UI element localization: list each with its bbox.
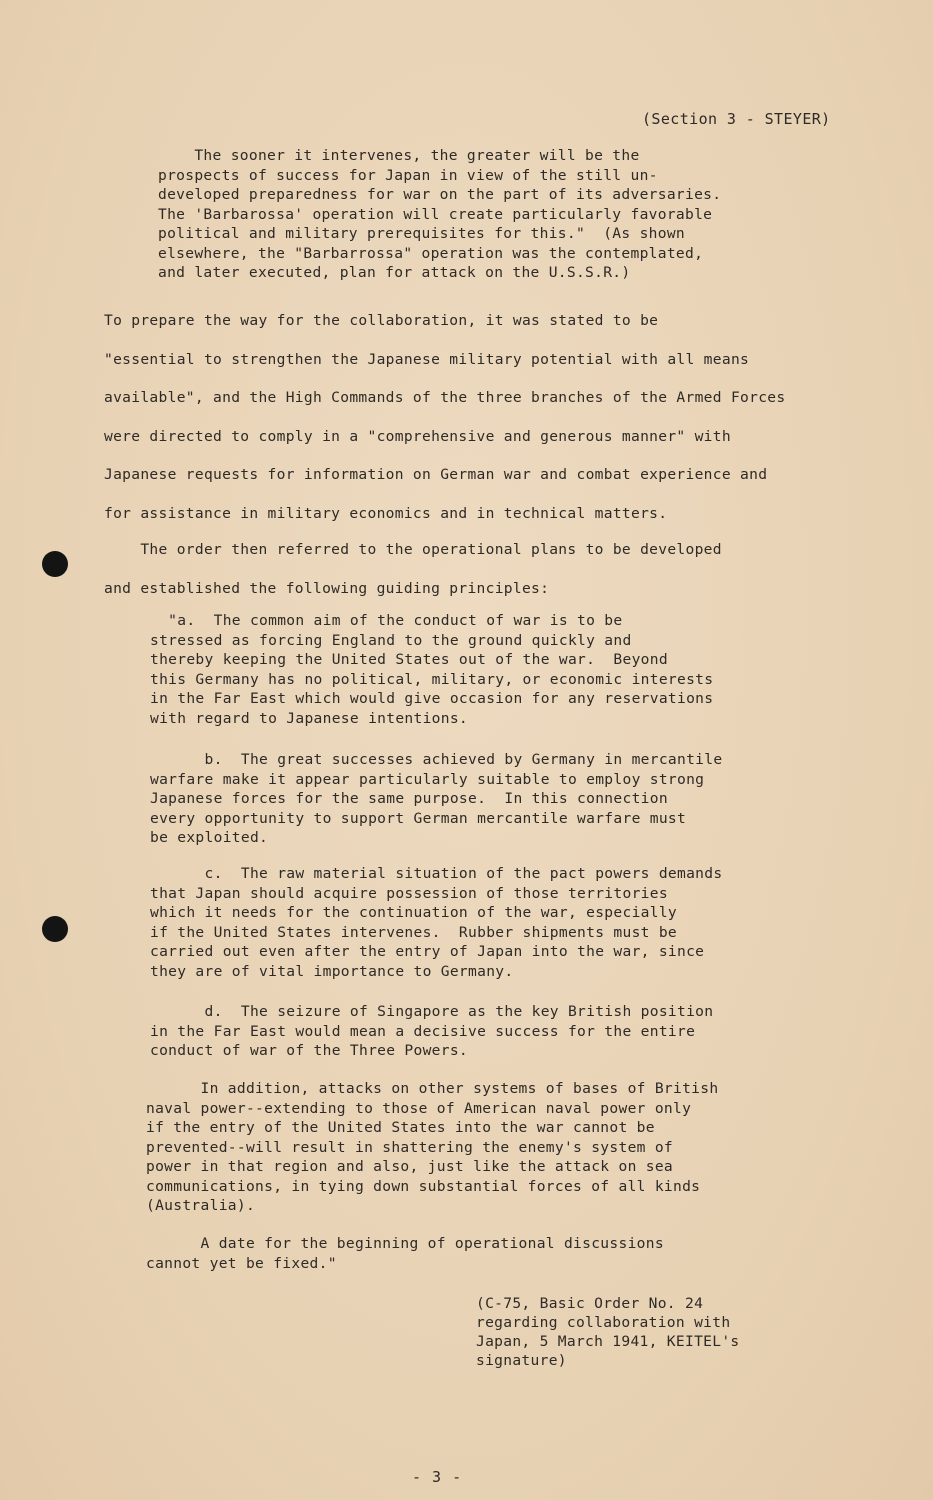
text-line: cannot yet be fixed." <box>146 1254 337 1272</box>
text-line: for assistance in military economics and in technical matters. <box>104 504 668 522</box>
section-tag: (Section 3 - STEYER) <box>642 110 831 128</box>
text-line: conduct of war of the Three Powers. <box>150 1042 469 1059</box>
text-line: with regard to Japanese intentions. <box>150 709 469 727</box>
text-line: (Australia). <box>146 1197 256 1214</box>
text-line: d. The seizure of Singapore as the key British position <box>150 1003 714 1020</box>
citation-line: Japan, 5 March 1941, KEITEL's <box>476 1333 740 1350</box>
punch-hole <box>42 551 68 577</box>
text-line: warfare make it appear particularly suitable to employ strong <box>150 770 705 788</box>
text-line: be exploited. <box>150 829 269 846</box>
text-line: thereby keeping the United States out of the war. Beyond <box>150 651 668 668</box>
text-line: were directed to comply in a "comprehensive and generous manner" with <box>104 427 731 445</box>
text-line: developed preparedness for war on the part of its adversaries. <box>158 186 722 203</box>
principle-a <box>150 611 713 728</box>
paragraph-addition <box>146 1079 718 1216</box>
paragraph-date <box>146 1234 664 1273</box>
text-line: communications, in tying down substantial forces of all kinds <box>146 1177 701 1195</box>
text-line: To prepare the way for the collaboration, it was stated to be <box>104 312 659 329</box>
text-line: In addition, attacks on other systems of bases of British <box>146 1080 719 1097</box>
principle-c <box>150 864 722 981</box>
text-line: available", and the High Commands of the three branches of the Armed Forces <box>104 389 786 406</box>
text-line: b. The great successes achieved by Germany in mercantile <box>150 751 723 768</box>
text-line: if the entry of the United States into the war cannot be <box>146 1119 655 1136</box>
text-line: prospects of success for Japan in view of the still un- <box>158 166 658 184</box>
punch-hole <box>42 916 68 942</box>
text-line: "a. The common aim of the conduct of war is to be <box>150 612 623 629</box>
text-line: and later executed, plan for attack on the U.S.S.R.) <box>158 264 631 281</box>
citation-line: signature) <box>476 1352 567 1369</box>
text-line: The order then referred to the operational plans to be developed <box>104 541 722 558</box>
principle-d <box>150 1002 713 1061</box>
page-number: - 3 - <box>412 1468 463 1486</box>
text-line: c. The raw material situation of the pact powers demands <box>150 865 723 882</box>
citation-line: (C-75, Basic Order No. 24 <box>476 1295 704 1312</box>
text-line: that Japan should acquire possession of those territories <box>150 884 668 902</box>
text-line: The sooner it intervenes, the greater will be the <box>158 147 640 164</box>
citation <box>476 1294 740 1370</box>
text-line: Japanese requests for information on German war and combat experience and <box>104 466 768 483</box>
citation-line: regarding collaboration with <box>476 1314 731 1331</box>
text-line: elsewhere, the "Barbarrossa" operation was the contemplated, <box>158 244 704 262</box>
text-line: they are of vital importance to Germany. <box>150 962 514 980</box>
paragraph-intervention <box>158 146 721 283</box>
text-line: prevented--will result in shattering the enemy's system of <box>146 1138 673 1156</box>
text-line: in the Far East would mean a decisive success for the entire <box>150 1022 696 1040</box>
text-line: carried out even after the entry of Japan into the war, since <box>150 943 705 960</box>
text-line: naval power--extending to those of American naval power only <box>146 1099 692 1117</box>
paragraph-order <box>104 531 722 608</box>
paragraph-collaboration <box>104 302 785 533</box>
text-line: A date for the beginning of operational discussions <box>146 1235 664 1252</box>
text-line: in the Far East which would give occasion for any reservations <box>150 690 714 707</box>
text-line: political and military prerequisites for this." (As shown <box>158 225 685 242</box>
text-line: this Germany has no political, military, or economic interests <box>150 670 714 688</box>
text-line: stressed as forcing England to the ground quickly and <box>150 631 632 649</box>
text-line: "essential to strengthen the Japanese military potential with all means <box>104 350 750 368</box>
principle-b <box>150 750 722 848</box>
text-line: power in that region and also, just like the attack on sea <box>146 1158 673 1175</box>
text-line: which it needs for the continuation of the war, especially <box>150 904 677 921</box>
text-line: every opportunity to support German mercantile warfare must <box>150 809 687 827</box>
text-line: The 'Barbarossa' operation will create particularly favorable <box>158 205 713 223</box>
text-line: Japanese forces for the same purpose. In this connection <box>150 790 668 807</box>
text-line: and established the following guiding principles: <box>104 579 550 597</box>
text-line: if the United States intervenes. Rubber shipments must be <box>150 923 677 941</box>
